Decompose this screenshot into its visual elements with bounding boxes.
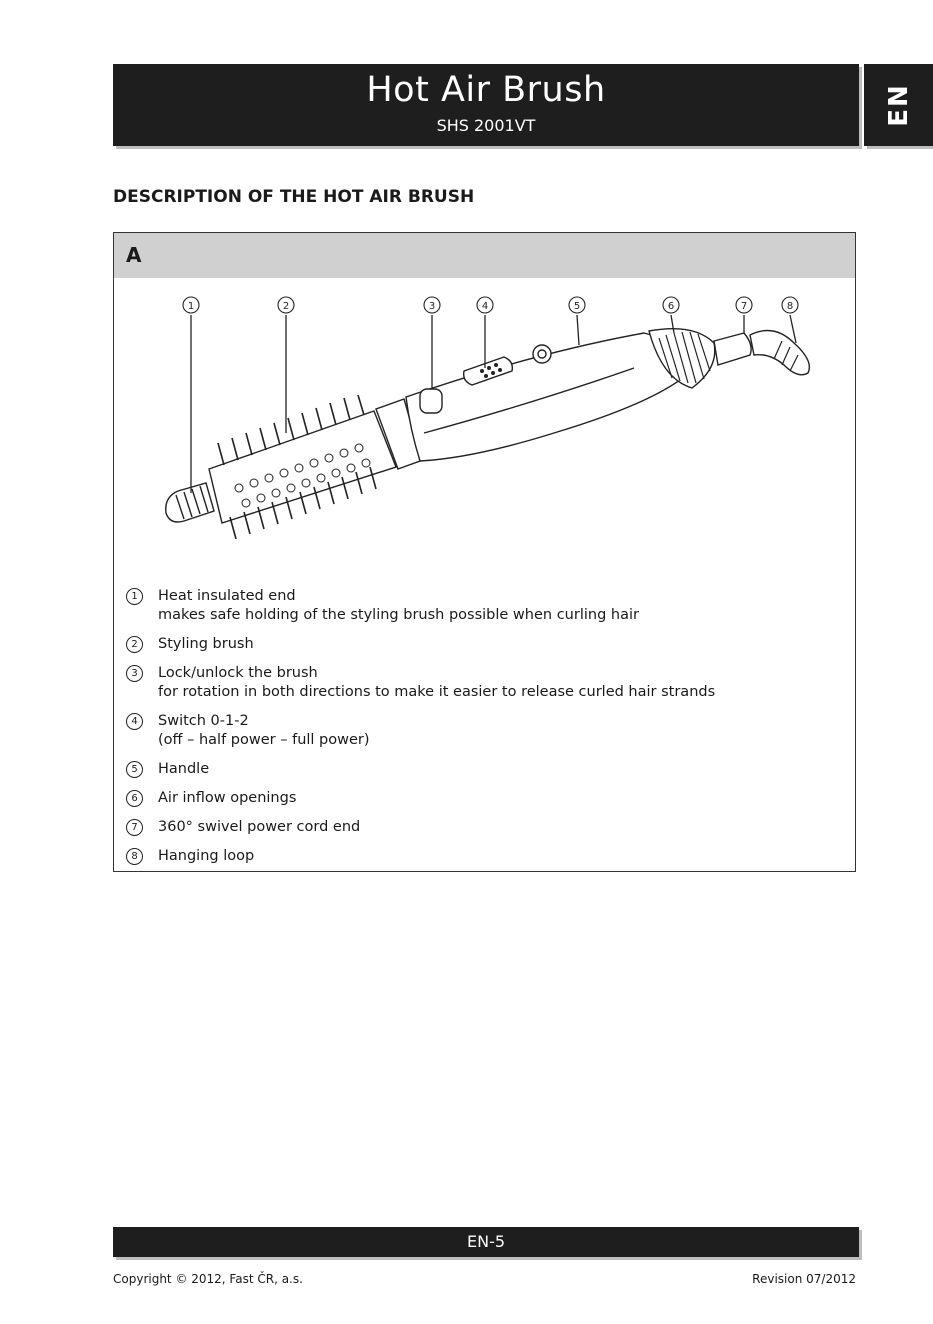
section-heading: DESCRIPTION OF THE HOT AIR BRUSH bbox=[113, 187, 475, 207]
header-bar bbox=[113, 64, 859, 146]
list-item bbox=[126, 847, 846, 866]
item-title: Switch 0-1-2 bbox=[158, 713, 249, 729]
item-number: 3 bbox=[126, 665, 143, 682]
item-title: Styling brush bbox=[158, 636, 254, 652]
callout-7: 7 bbox=[740, 301, 748, 312]
callout-2: 2 bbox=[282, 301, 290, 312]
list-item bbox=[126, 760, 846, 779]
list-item bbox=[126, 664, 846, 702]
language-tab bbox=[864, 64, 933, 146]
item-number: 1 bbox=[126, 588, 143, 605]
item-number: 5 bbox=[126, 761, 143, 778]
item-title: Hanging loop bbox=[158, 848, 255, 864]
hot-air-brush-diagram bbox=[114, 283, 855, 583]
model-number: SHS 2001VT bbox=[436, 116, 536, 135]
callout-4: 4 bbox=[481, 301, 489, 312]
revision-text: Revision 07/2012 bbox=[752, 1272, 856, 1286]
callout-6: 6 bbox=[667, 301, 675, 312]
item-detail: makes safe holding of the styling brush possible when curling hair bbox=[158, 607, 639, 623]
item-number: 4 bbox=[126, 713, 143, 730]
item-number: 7 bbox=[126, 819, 143, 836]
callout-1: 1 bbox=[187, 301, 195, 312]
callout-8: 8 bbox=[786, 301, 794, 312]
item-title: Lock/unlock the brush bbox=[158, 665, 318, 681]
callout-5: 5 bbox=[573, 301, 581, 312]
item-title: Air inflow openings bbox=[158, 790, 297, 806]
figure-header bbox=[114, 233, 855, 278]
language-tab-label: EN bbox=[883, 83, 914, 127]
callout-3: 3 bbox=[428, 301, 436, 312]
item-title: Heat insulated end bbox=[158, 588, 296, 604]
list-item bbox=[126, 712, 846, 750]
list-item bbox=[126, 635, 846, 654]
list-item bbox=[126, 789, 846, 808]
list-item bbox=[126, 587, 846, 625]
item-number: 2 bbox=[126, 636, 143, 653]
item-detail: for rotation in both directions to make it easier to release curled hair strands bbox=[158, 684, 716, 700]
list-item bbox=[126, 818, 846, 837]
item-title: 360° swivel power cord end bbox=[158, 819, 361, 835]
page-number-bar: EN-5 bbox=[113, 1227, 859, 1257]
item-detail: (off – half power – full power) bbox=[158, 732, 370, 748]
page-title: Hot Air Brush bbox=[366, 70, 606, 110]
item-title: Handle bbox=[158, 761, 210, 777]
item-number: 6 bbox=[126, 790, 143, 807]
figure-label: A bbox=[126, 243, 142, 267]
description-list bbox=[126, 587, 846, 876]
copyright-text: Copyright © 2012, Fast ČR, a.s. bbox=[113, 1272, 303, 1286]
item-number: 8 bbox=[126, 848, 143, 865]
figure-box bbox=[113, 232, 856, 872]
